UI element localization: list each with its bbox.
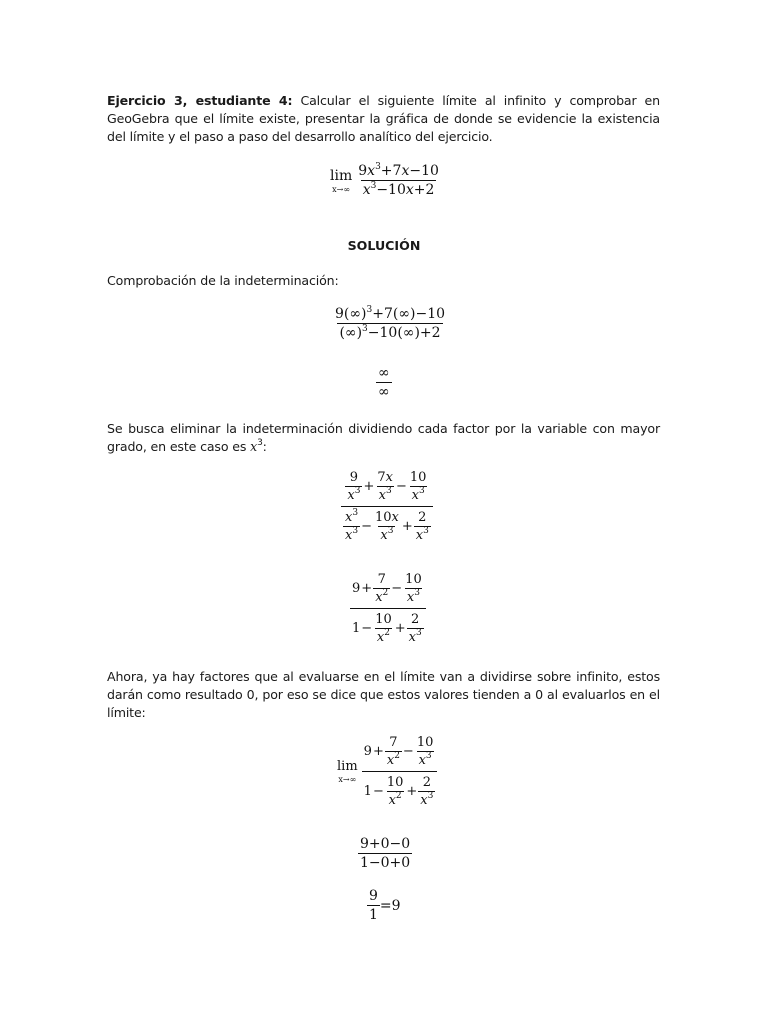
fraction-denominator: $x^3-10x+2$ [362, 181, 435, 198]
fraction-numerator: $9x^3+7x-10$ [358, 162, 439, 179]
lim-label: lim [330, 167, 353, 184]
lim-subscript: x→∞ [332, 184, 351, 194]
substituted-numerator: 9+0−0 [360, 836, 411, 852]
compound-fraction [341, 470, 433, 543]
solution-title: SOLUCIÓN [347, 238, 421, 253]
infinity-ratio [376, 365, 392, 400]
divide-explanation [107, 420, 660, 456]
limit-expression [330, 163, 441, 198]
divide-exponent: 3 [257, 438, 263, 448]
inf-ratio-denominator: ∞ [378, 384, 390, 400]
result-numerator: 9 [369, 888, 378, 904]
fraction-infinity-numerator: 9(∞)$^3$+7(∞)−10 [335, 305, 446, 322]
fraction-main [356, 163, 441, 198]
check-label: Comprobación de la indeterminación: [107, 273, 339, 288]
lim-subscript-2: x→∞ [338, 775, 357, 784]
simplified-fraction [350, 572, 426, 645]
divided-fraction [341, 470, 433, 543]
substituted-denominator: 1−0+0 [360, 855, 411, 871]
limit-compound-denominator: 1 − $\frac{10}{x^2}$ + $\frac{2}{x^3}$ [362, 771, 438, 808]
fraction-infinity [333, 306, 447, 341]
simplified-compound-fraction [350, 572, 426, 645]
fraction-inf-ratio [376, 365, 392, 400]
exercise-text: Calcular el siguiente límite al infinito y comprobar en GeoGebra que el límite existe, presentar la gráfica de donde se evidencie la existencia del límite y el paso a paso del desarrollo analítico del ejercicio. [107, 93, 660, 144]
lim-label-2: lim [337, 759, 358, 774]
compound-numerator: $\frac{9}{x^3}$ + $\frac{7x}{x^3}$ − $\frac{10}{x^3}$ [347, 470, 427, 503]
divide-text: Se busca eliminar la indeterminación dividiendo cada factor por la variable con mayor grado, en este caso es [107, 421, 660, 454]
limit-compound-fraction [362, 735, 438, 808]
limit-compound-numerator: 9 + $\frac{7}{x^2}$ − $\frac{10}{x^3}$ [363, 735, 434, 768]
limit-operator [330, 168, 352, 194]
limit-operator-2 [337, 759, 358, 784]
fraction-infinity-denominator: (∞)$^3$−10(∞)+2 [339, 324, 441, 341]
infinity-substitution [333, 306, 447, 341]
compound-denominator: $\frac{x^3}{x^3}$ − $\frac{10x}{x^3}$ + $\frac{2}{x^3}$ [341, 506, 433, 543]
substituted-fraction [358, 836, 412, 871]
exercise-heading: Ejercicio 3, estudiante 4: [107, 93, 293, 108]
result-equals: =9 [379, 897, 401, 914]
result-denominator: 1 [369, 907, 378, 923]
divide-variable: x [250, 439, 258, 454]
final-result [367, 888, 401, 923]
exercise-statement [107, 92, 660, 146]
simplified-denominator: 1 − $\frac{10}{x^2}$ + $\frac{2}{x^3}$ [350, 608, 426, 645]
simplified-numerator: 9 + $\frac{7}{x^2}$ − $\frac{10}{x^3}$ [352, 572, 422, 605]
divide-end: : [262, 439, 267, 454]
limit-simplified [337, 735, 437, 808]
evaluate-explanation: Ahora, ya hay factores que al evaluarse en el límite van a dividirse sobre infinito, estos darán como resultado 0, por eso se dice que estos valores tienden a 0 al evaluarlos en el límite: [107, 669, 660, 720]
substituted-values [358, 836, 412, 871]
inf-ratio-numerator: ∞ [378, 365, 390, 381]
result-fraction [367, 888, 380, 923]
